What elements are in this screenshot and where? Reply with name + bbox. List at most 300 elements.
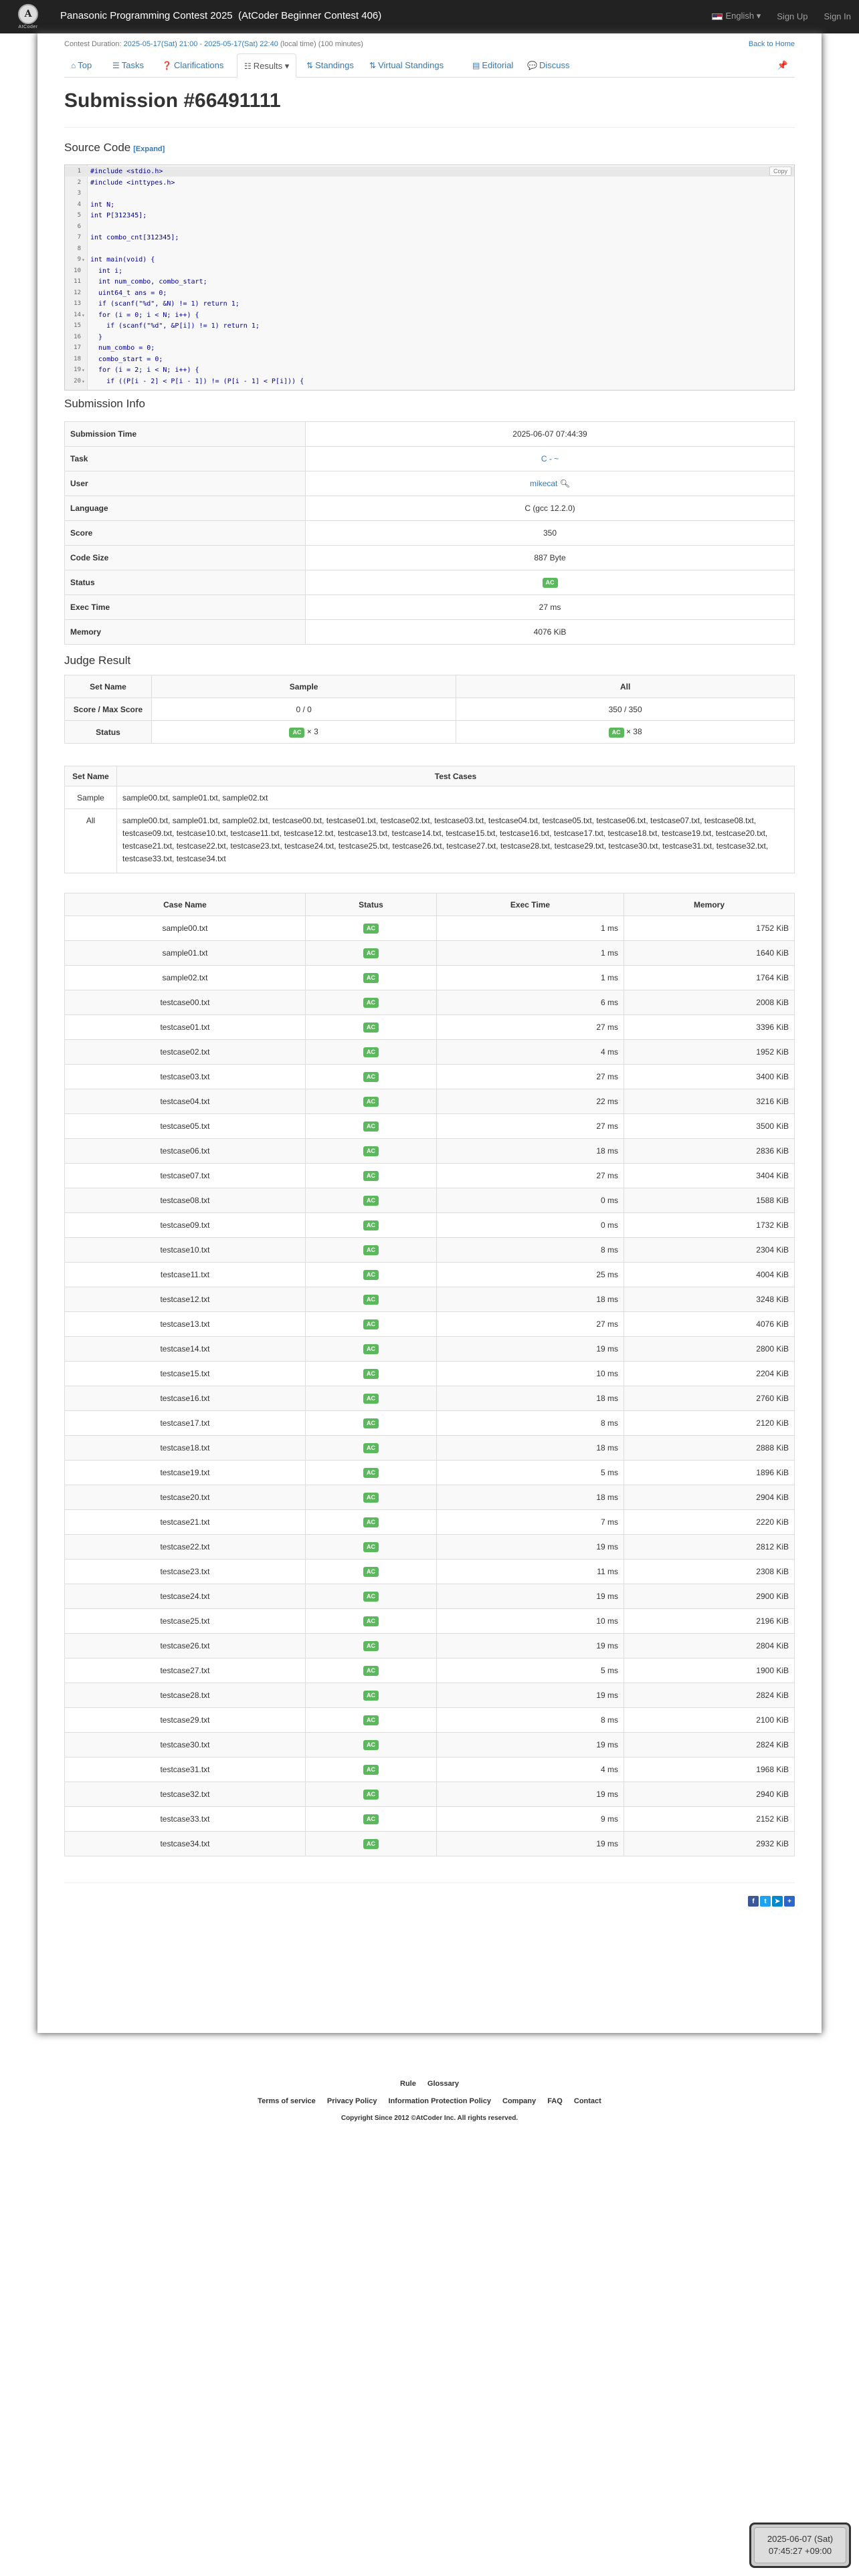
- status-badge: AC: [543, 578, 558, 588]
- memory: 2932 KiB: [624, 1832, 795, 1856]
- code-line: [65, 167, 794, 177]
- col-header: Set Name: [65, 675, 152, 698]
- exec-time: 18 ms: [437, 1287, 624, 1312]
- status-cell: [306, 1065, 437, 1089]
- status-cell: [306, 1089, 437, 1114]
- memory: 2824 KiB: [624, 1733, 795, 1757]
- ac-badge: AC: [609, 728, 624, 738]
- info-row: [65, 447, 795, 471]
- duration-end-link[interactable]: 2025-05-17(Sat) 22:40: [204, 40, 278, 48]
- code-line: [65, 332, 794, 342]
- case-name: testcase10.txt: [65, 1238, 306, 1263]
- exec-time: 19 ms: [437, 1683, 624, 1708]
- memory: 2760 KiB: [624, 1386, 795, 1411]
- footer-link-terms[interactable]: Terms of service: [258, 2097, 316, 2105]
- col-header: Status: [306, 893, 437, 916]
- col-header: Set Name: [65, 766, 117, 786]
- code-text: int combo_cnt[312345];: [90, 234, 179, 241]
- table-row: [65, 1362, 795, 1386]
- status-badge: AC: [363, 1270, 379, 1280]
- line-number: 13: [74, 300, 81, 307]
- memory: 3396 KiB: [624, 1015, 795, 1040]
- footer-link-contact[interactable]: Contact: [573, 2097, 601, 2105]
- table-row: [65, 1312, 795, 1337]
- code-line: [65, 277, 794, 287]
- tab-editorial[interactable]: [466, 53, 520, 78]
- code-line: [65, 377, 794, 387]
- status-badge: AC: [363, 1394, 379, 1404]
- tab-discuss[interactable]: [520, 53, 576, 78]
- info-label: Score: [65, 521, 306, 546]
- exec-time: 18 ms: [437, 1436, 624, 1461]
- table-row: [65, 966, 795, 990]
- status-cell: [306, 1733, 437, 1757]
- copyright: Copyright Since 2012 ©AtCoder Inc. All rights reserved.: [341, 2115, 518, 2122]
- exec-time: 19 ms: [437, 1782, 624, 1807]
- table-row: [65, 1436, 795, 1461]
- status-badge: AC: [363, 1666, 379, 1676]
- line-number: 5: [77, 212, 81, 219]
- status-cell: [306, 990, 437, 1015]
- table-row: [65, 1634, 795, 1658]
- contest-title[interactable]: Panasonic Programming Contest 2025 (AtCoder Beginner Contest 406): [60, 10, 382, 21]
- case-name: testcase34.txt: [65, 1832, 306, 1856]
- info-label: Memory: [65, 620, 306, 645]
- info-row: [65, 570, 795, 595]
- status-badge: AC: [363, 1567, 379, 1577]
- status-badge: AC: [363, 1220, 379, 1230]
- table-row: [65, 1040, 795, 1065]
- code-text: int num_combo, combo_start;: [90, 278, 207, 286]
- judge-result-table: [64, 675, 795, 744]
- footer-row-2: [0, 2097, 859, 2105]
- status-cell: [306, 1461, 437, 1485]
- status-badge: AC: [363, 1072, 379, 1082]
- status-badge: AC: [363, 1418, 379, 1428]
- table-row: [65, 1461, 795, 1485]
- exec-time: 6 ms: [437, 990, 624, 1015]
- row-label: Score / Max Score: [65, 698, 152, 721]
- table-row: [65, 1708, 795, 1733]
- case-name: testcase16.txt: [65, 1386, 306, 1411]
- info-label: Language: [65, 496, 306, 521]
- memory: 2940 KiB: [624, 1782, 795, 1807]
- memory: 1952 KiB: [624, 1040, 795, 1065]
- table-row: [65, 1164, 795, 1188]
- exec-time: 0 ms: [437, 1213, 624, 1238]
- status-cell: [306, 1757, 437, 1782]
- logo-emblem-icon: A: [18, 4, 38, 24]
- line-number: 15: [74, 322, 81, 329]
- source-code-block[interactable]: [64, 165, 795, 391]
- memory: 2152 KiB: [624, 1807, 795, 1832]
- status-cell: [306, 1584, 437, 1609]
- footer-link-info-protection[interactable]: Information Protection Policy: [388, 2097, 491, 2105]
- status-badge: AC: [363, 1641, 379, 1651]
- memory: 1752 KiB: [624, 916, 795, 941]
- all-score: 350 / 350: [456, 698, 795, 721]
- code-text: for (i = 2; i < N; i++) {: [90, 366, 199, 374]
- status-badge: AC: [363, 1097, 379, 1107]
- info-row: [65, 595, 795, 620]
- case-name: testcase03.txt: [65, 1065, 306, 1089]
- status-cell: [306, 1386, 437, 1411]
- info-row: [65, 496, 795, 521]
- line-number: 3: [77, 190, 81, 197]
- status-cell: [306, 1287, 437, 1312]
- case-name: testcase29.txt: [65, 1708, 306, 1733]
- line-number: 12: [74, 289, 81, 296]
- case-name: testcase26.txt: [65, 1634, 306, 1658]
- status-cell: [306, 1114, 437, 1139]
- source-code-title: Source Code: [64, 141, 131, 154]
- table-row: [65, 1757, 795, 1782]
- memory: 2304 KiB: [624, 1238, 795, 1263]
- expand-link[interactable]: [Expand]: [133, 145, 165, 153]
- status-badge: AC: [363, 1715, 379, 1725]
- code-line: [65, 200, 794, 210]
- table-row: [65, 1263, 795, 1287]
- code-line: [65, 244, 794, 254]
- status-cell: [306, 941, 437, 966]
- atcoder-logo[interactable]: [9, 2, 47, 31]
- table-row: [65, 1535, 795, 1560]
- status-badge: AC: [363, 1121, 379, 1132]
- line-number: 20: [74, 377, 81, 385]
- tab-label: Virtual Standings: [378, 60, 444, 70]
- status-badge: AC: [363, 1839, 379, 1849]
- share-buttons: [748, 1896, 795, 1907]
- tab-virtual-standings[interactable]: [363, 53, 450, 78]
- status-badge: AC: [363, 1765, 379, 1775]
- case-name: testcase00.txt: [65, 990, 306, 1015]
- exec-time: 27 ms: [437, 1065, 624, 1089]
- line-number: 14: [74, 311, 81, 318]
- set-cases: sample00.txt, sample01.txt, sample02.txt: [117, 786, 795, 809]
- language-menu[interactable]: [712, 11, 761, 21]
- case-name: testcase24.txt: [65, 1584, 306, 1609]
- status-cell: [306, 1832, 437, 1856]
- table-row: [65, 1337, 795, 1362]
- table-row: [65, 1188, 795, 1213]
- memory: 3500 KiB: [624, 1114, 795, 1139]
- table-row: [65, 1782, 795, 1807]
- tab-top[interactable]: [64, 53, 98, 78]
- twitter-share-icon[interactable]: t: [760, 1896, 771, 1907]
- facebook-share-icon[interactable]: f: [748, 1896, 759, 1907]
- code-size-value: 887 Byte: [306, 546, 795, 570]
- exec-time: 19 ms: [437, 1634, 624, 1658]
- case-name: testcase30.txt: [65, 1733, 306, 1757]
- pin-button[interactable]: [771, 53, 795, 78]
- memory: 3248 KiB: [624, 1287, 795, 1312]
- table-row: [65, 1560, 795, 1584]
- line-number: 9: [77, 256, 81, 263]
- telegram-share-icon[interactable]: ➤: [772, 1896, 783, 1907]
- memory: 2824 KiB: [624, 1683, 795, 1708]
- status-cell: [306, 1510, 437, 1535]
- status-cell: [306, 1238, 437, 1263]
- case-name: sample02.txt: [65, 966, 306, 990]
- memory: 3400 KiB: [624, 1065, 795, 1089]
- code-line: [65, 266, 794, 276]
- code-line: [65, 211, 794, 221]
- footer-link-glossary[interactable]: Glossary: [427, 2080, 459, 2088]
- case-name: testcase01.txt: [65, 1015, 306, 1040]
- memory: 2800 KiB: [624, 1337, 795, 1362]
- exec-time: 0 ms: [437, 1188, 624, 1213]
- exec-time: 25 ms: [437, 1263, 624, 1287]
- exec-time: 8 ms: [437, 1708, 624, 1733]
- table-row: [65, 1287, 795, 1312]
- footer-link-rule[interactable]: Rule: [400, 2080, 416, 2088]
- status-badge: AC: [363, 1146, 379, 1156]
- sort-icon: ⇅: [306, 61, 314, 70]
- ac-count: × 38: [626, 726, 642, 736]
- code-text: if (scanf("%d", &P[i]) != 1) return 1;: [90, 322, 260, 330]
- set-name: All: [65, 809, 117, 873]
- search-icon[interactable]: 🔍︎: [559, 479, 570, 488]
- source-code-heading: [64, 141, 165, 154]
- tab-tasks[interactable]: [106, 53, 151, 78]
- memory: 2904 KiB: [624, 1485, 795, 1510]
- fold-arrow-icon[interactable]: ▾: [82, 378, 85, 385]
- clock-time: 07:45:27 +09:00: [768, 2546, 832, 2556]
- duration-suffix: (local time) (100 minutes): [278, 40, 363, 48]
- more-share-icon[interactable]: +: [784, 1896, 795, 1907]
- status-badge: AC: [363, 1691, 379, 1701]
- duration-sep: -: [197, 40, 205, 48]
- exec-time: 19 ms: [437, 1584, 624, 1609]
- info-row: [65, 620, 795, 645]
- task-link[interactable]: C - ~: [541, 454, 559, 463]
- status-badge: AC: [363, 1196, 379, 1206]
- cases-header-row: [65, 893, 795, 916]
- status-cell: [306, 1188, 437, 1213]
- case-name: testcase02.txt: [65, 1040, 306, 1065]
- memory: 1588 KiB: [624, 1188, 795, 1213]
- judge-result-heading: Judge Result: [64, 654, 131, 667]
- back-to-home-link[interactable]: Back to Home: [748, 40, 795, 48]
- case-name: testcase14.txt: [65, 1337, 306, 1362]
- tab-results[interactable]: [237, 53, 296, 78]
- memory: 2812 KiB: [624, 1535, 795, 1560]
- status-row: [65, 721, 795, 744]
- status-cell: [306, 1411, 437, 1436]
- duration-prefix: Contest Duration:: [64, 40, 124, 48]
- judge-header-row: [65, 675, 795, 698]
- status-cell: [306, 1015, 437, 1040]
- memory: 2308 KiB: [624, 1560, 795, 1584]
- set-name: Sample: [65, 786, 117, 809]
- footer-link-faq[interactable]: FAQ: [547, 2097, 563, 2105]
- status-badge: AC: [363, 1171, 379, 1181]
- case-name: testcase27.txt: [65, 1658, 306, 1683]
- memory: 1732 KiB: [624, 1213, 795, 1238]
- case-name: testcase23.txt: [65, 1560, 306, 1584]
- status-cell: [306, 1213, 437, 1238]
- case-name: testcase08.txt: [65, 1188, 306, 1213]
- info-label: Task: [65, 447, 306, 471]
- exec-time: 7 ms: [437, 1510, 624, 1535]
- status-badge: AC: [363, 1468, 379, 1478]
- code-text: combo_start = 0;: [90, 355, 163, 363]
- info-label: Exec Time: [65, 595, 306, 620]
- tab-clarifications[interactable]: [155, 53, 230, 78]
- status-badge: AC: [363, 1443, 379, 1453]
- case-name: testcase32.txt: [65, 1782, 306, 1807]
- copy-button[interactable]: Copy: [769, 167, 791, 176]
- case-name: testcase28.txt: [65, 1683, 306, 1708]
- table-row: [65, 1658, 795, 1683]
- code-text: #include <stdio.h>: [90, 168, 163, 175]
- sign-in-link[interactable]: Sign In: [824, 11, 851, 21]
- status-badge: AC: [363, 1295, 379, 1305]
- status-badge: AC: [363, 1616, 379, 1626]
- test-cases-table: [64, 893, 795, 1856]
- user-link[interactable]: mikecat: [530, 479, 558, 488]
- code-line: [65, 178, 794, 188]
- nav-right: [712, 11, 851, 21]
- table-row: [65, 1238, 795, 1263]
- exec-time: 18 ms: [437, 1386, 624, 1411]
- table-row: [65, 1832, 795, 1856]
- footer-link-company[interactable]: Company: [502, 2097, 537, 2105]
- table-row: [65, 1089, 795, 1114]
- exec-time: 5 ms: [437, 1658, 624, 1683]
- memory: 2836 KiB: [624, 1139, 795, 1164]
- fold-arrow-icon[interactable]: ▾: [82, 257, 85, 263]
- tab-label: Editorial: [482, 60, 514, 70]
- status-badge: AC: [363, 1814, 379, 1824]
- tab-label: Tasks: [121, 60, 144, 70]
- status-cell: [306, 1040, 437, 1065]
- case-name: testcase25.txt: [65, 1609, 306, 1634]
- code-text: num_combo = 0;: [90, 344, 155, 352]
- exec-time: 5 ms: [437, 1461, 624, 1485]
- status-badge: AC: [363, 1790, 379, 1800]
- clock-face: [754, 2527, 846, 2563]
- submission-info-table: [64, 421, 795, 645]
- ac-count: × 3: [306, 726, 318, 736]
- sign-up-link[interactable]: Sign Up: [777, 11, 808, 21]
- contest-tabs: [64, 53, 795, 78]
- exec-time: 1 ms: [437, 941, 624, 966]
- code-line: [65, 321, 794, 331]
- line-number: 4: [77, 201, 81, 208]
- col-header: All: [456, 675, 795, 698]
- table-row: [65, 1139, 795, 1164]
- line-number: 8: [77, 245, 81, 252]
- status-cell: [306, 916, 437, 941]
- fold-arrow-icon[interactable]: ▾: [82, 367, 85, 373]
- line-number: 10: [74, 267, 81, 274]
- memory: 1764 KiB: [624, 966, 795, 990]
- main-container: [37, 33, 822, 2033]
- status-badge: AC: [363, 1344, 379, 1354]
- row-label: Status: [65, 721, 152, 744]
- score-row: [65, 698, 795, 721]
- case-name: testcase22.txt: [65, 1535, 306, 1560]
- tab-label: Clarifications: [173, 60, 224, 70]
- case-name: testcase06.txt: [65, 1139, 306, 1164]
- sort-icon: ⇅: [369, 61, 377, 70]
- book-icon: ▤: [472, 61, 480, 70]
- code-text: int i;: [90, 267, 123, 275]
- status-badge: AC: [363, 1047, 379, 1057]
- case-name: testcase20.txt: [65, 1485, 306, 1510]
- status-badge: AC: [363, 1592, 379, 1602]
- info-label: User: [65, 471, 306, 496]
- col-header: Test Cases: [117, 766, 795, 786]
- caret-down-icon: ▾: [284, 61, 290, 71]
- page-title: Submission #66491111: [64, 90, 281, 112]
- line-number: 18: [74, 355, 81, 362]
- language-label: English: [725, 11, 755, 21]
- ac-badge: AC: [289, 728, 304, 738]
- line-number: 6: [77, 223, 81, 230]
- line-number: 16: [74, 333, 81, 340]
- table-row: [65, 1015, 795, 1040]
- status-cell: [306, 1807, 437, 1832]
- memory: 2888 KiB: [624, 1436, 795, 1461]
- table-row: [65, 1510, 795, 1535]
- pin-icon: 📌: [777, 60, 788, 70]
- question-icon: ❓: [162, 61, 172, 70]
- case-name: testcase21.txt: [65, 1510, 306, 1535]
- status-badge: AC: [363, 973, 379, 983]
- fixed-clock: [749, 2523, 851, 2568]
- code-text: uint64_t ans = 0;: [90, 289, 167, 297]
- status-badge: AC: [363, 1319, 379, 1329]
- memory: 2008 KiB: [624, 990, 795, 1015]
- memory: 2900 KiB: [624, 1584, 795, 1609]
- duration-start-link[interactable]: 2025-05-17(Sat) 21:00: [123, 40, 198, 48]
- case-name: testcase07.txt: [65, 1164, 306, 1188]
- fold-arrow-icon[interactable]: ▾: [82, 312, 85, 318]
- status-badge: AC: [363, 948, 379, 958]
- code-line: [65, 222, 794, 232]
- code-line: [65, 233, 794, 243]
- memory: 1900 KiB: [624, 1658, 795, 1683]
- status-cell: [306, 1485, 437, 1510]
- line-number: 17: [74, 344, 81, 351]
- col-header: Exec Time: [437, 893, 624, 916]
- test-sets-table: [64, 766, 795, 873]
- footer-link-privacy[interactable]: Privacy Policy: [326, 2097, 377, 2105]
- code-line: [65, 189, 794, 199]
- status-badge: AC: [363, 1493, 379, 1503]
- code-line: [65, 343, 794, 353]
- tab-standings[interactable]: [300, 53, 361, 78]
- memory: 2204 KiB: [624, 1362, 795, 1386]
- tab-label: Standings: [315, 60, 354, 70]
- status-cell: [306, 1683, 437, 1708]
- status-cell: [306, 1436, 437, 1461]
- code-text: int P[312345];: [90, 212, 147, 219]
- sets-header-row: [65, 766, 795, 786]
- footer: [0, 2080, 859, 2122]
- clock-date: 2025-06-07 (Sat): [767, 2534, 834, 2544]
- case-name: testcase11.txt: [65, 1263, 306, 1287]
- memory: 3216 KiB: [624, 1089, 795, 1114]
- code-line: [65, 310, 794, 320]
- language-value: C (gcc 12.2.0): [306, 496, 795, 521]
- status-badge: AC: [363, 1517, 379, 1527]
- code-line: [65, 299, 794, 309]
- table-row: [65, 1807, 795, 1832]
- status-badge: AC: [363, 924, 379, 934]
